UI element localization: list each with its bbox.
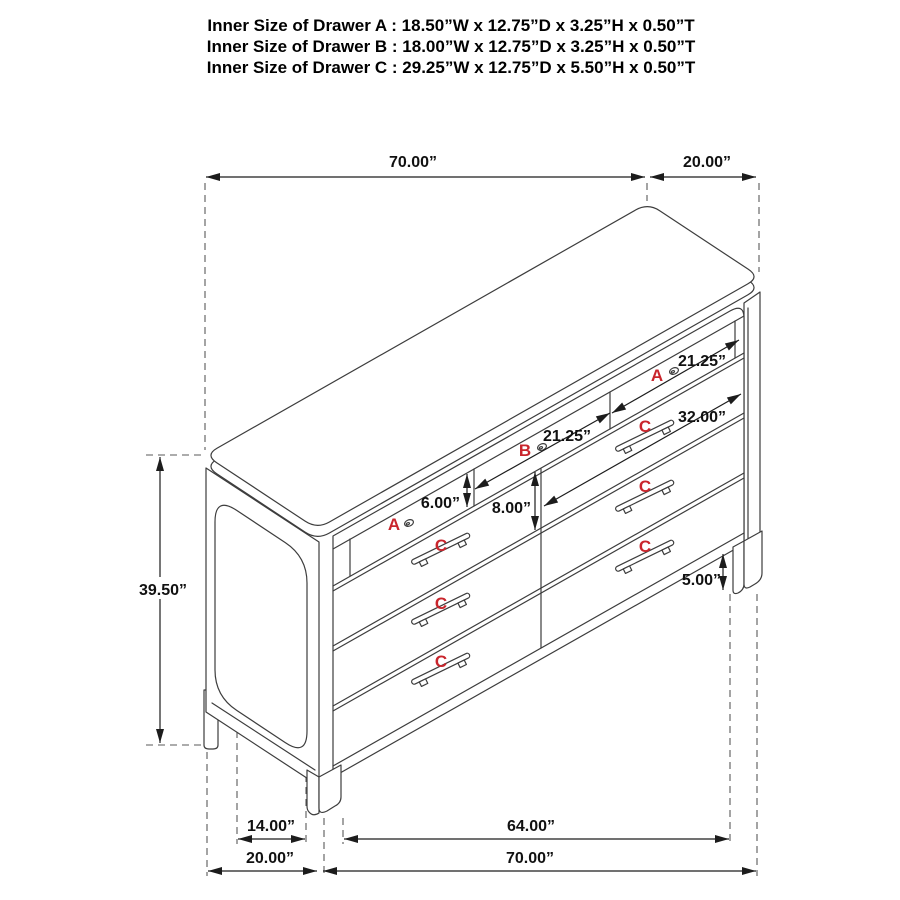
drawer-a-label: A [650,366,664,385]
front-right-leg-side [744,531,762,588]
drawer-c-label: C [638,537,652,556]
front-right-leg [733,541,744,594]
title-block [207,16,696,77]
title-drawer-c-size: Inner Size of Drawer C : 29.25”W x 12.75”D x 5.50”H x 0.50”T [206,58,696,77]
dim-label-drawer-c-width: 32.00” [677,409,727,426]
dresser-drawing [204,207,762,815]
right-end-panel [744,292,760,544]
front-left-leg-side [307,770,319,815]
dim-label-small-drawer-height: 6.00” [420,495,460,512]
dim-label-height: 39.50” [138,582,188,599]
dim-label-side-foot-span: 14.00” [246,818,296,835]
dim-label-top-width: 70.00” [388,154,438,171]
dim-label-bottom-width: 70.00” [505,850,555,867]
dim-label-inner-width: 64.00” [506,818,556,835]
drawer-a-label: A [387,515,401,534]
dim-label-large-drawer-height: 8.00” [491,500,531,517]
dim-label-bottom-depth: 20.00” [245,850,295,867]
front-left-leg [319,765,341,812]
drawer-c-label: C [638,417,652,436]
drawer-b-label: B [518,441,532,460]
dim-label-top-depth: 20.00” [682,154,732,171]
dim-label-drawer-b-width: 21.25” [542,428,592,445]
dim-label-leg-height: 5.00” [681,572,721,589]
drawer-c-label: C [434,652,448,671]
drawer-c-label: C [434,536,448,555]
dim-label-drawer-a-width: 21.25” [677,353,727,370]
drawer-c-label: C [638,477,652,496]
title-drawer-b-size: Inner Size of Drawer B : 18.00”W x 12.75”D x 3.25”H x 0.50”T [206,37,696,56]
title-drawer-a-size: Inner Size of Drawer A : 18.50”W x 12.75”D x 3.25”H x 0.50”T [207,16,695,35]
drawer-c-label: C [434,594,448,613]
